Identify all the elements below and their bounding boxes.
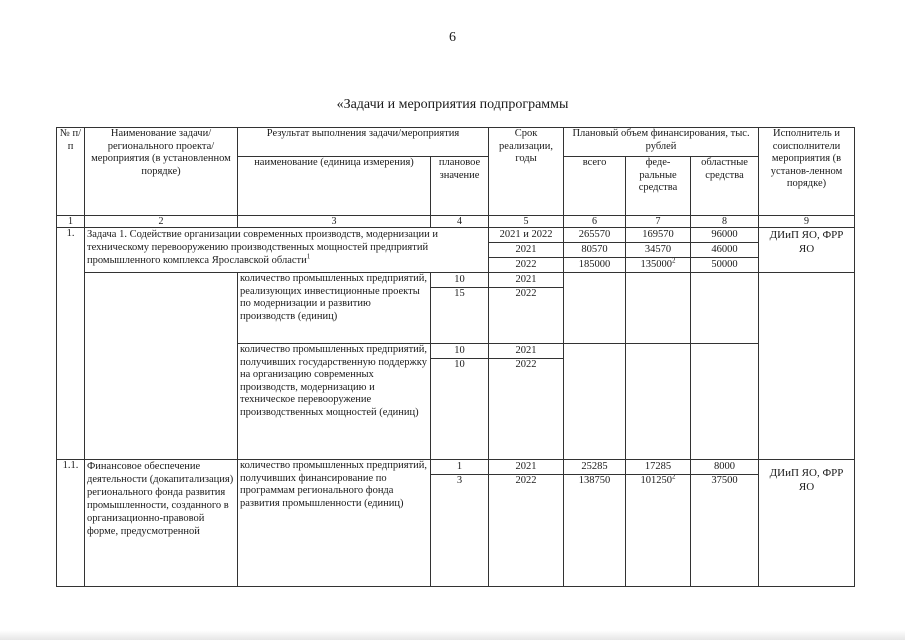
finance-regional: 96000 bbox=[691, 228, 759, 243]
result-year: 2021 bbox=[489, 273, 564, 288]
empty-regional bbox=[691, 344, 759, 460]
activity11-executor: ДИиП ЯО, ФРР ЯО bbox=[759, 460, 855, 587]
result-name: количество промышленных предприятий, реализующих инвестиционные проекты по модернизации и развитию производств (единиц) bbox=[238, 273, 431, 344]
finance-total: 265570 bbox=[564, 228, 626, 243]
footnote-mark: 1 bbox=[306, 252, 311, 261]
empty-total bbox=[564, 344, 626, 460]
column-number: 5 bbox=[489, 216, 564, 228]
result-value: 3 bbox=[431, 475, 489, 587]
header-executor: Исполнитель и соисполнители мероприятия (в установ-ленном порядке) bbox=[759, 128, 855, 216]
task1-name-text: Задача 1. Содействие организации современных производств, модернизации и техническому перевооружению производственных мощностей предприятий промышленного комплекса Ярославской области bbox=[87, 229, 439, 266]
result-name: количество промышленных предприятий, получивших государственную поддержку на организацию современных производств, модернизацию и техническое перевооружение производственных мощностей (единиц) bbox=[238, 344, 431, 460]
activity11-number: 1.1. bbox=[57, 460, 85, 587]
column-number: 8 bbox=[691, 216, 759, 228]
header-number: № п/п bbox=[57, 128, 85, 216]
header-row-1 bbox=[57, 128, 855, 157]
finance-federal bbox=[626, 258, 691, 273]
result-year: 2021 bbox=[489, 460, 564, 475]
task1-executor: ДИиП ЯО, ФРР ЯО bbox=[759, 228, 855, 273]
header-term: Срок реализации, годы bbox=[489, 128, 564, 216]
result-value: 10 bbox=[431, 273, 489, 288]
scan-edge bbox=[0, 630, 905, 640]
header-federal: феде-ральные средства bbox=[626, 157, 691, 216]
column-number: 2 bbox=[85, 216, 238, 228]
tasks-table bbox=[56, 127, 855, 587]
finance-federal-value: 135000 bbox=[640, 259, 673, 270]
footnote-mark: 2 bbox=[672, 474, 676, 481]
result-value: 1 bbox=[431, 460, 489, 475]
empty-executor bbox=[759, 273, 855, 460]
finance-regional: 46000 bbox=[691, 243, 759, 258]
empty-federal bbox=[626, 273, 691, 344]
result-value: 10 bbox=[431, 344, 489, 359]
empty-total bbox=[564, 273, 626, 344]
header-result-plan: плановое значение bbox=[431, 157, 489, 216]
page-number: 6 bbox=[449, 30, 456, 45]
result-year: 2022 bbox=[489, 475, 564, 587]
header-task-name: Наименование задачи/ регионального проекта/ мероприятия (в установленном порядке) bbox=[85, 128, 238, 216]
task1-result-1-row-1 bbox=[57, 273, 855, 288]
column-number: 3 bbox=[238, 216, 431, 228]
empty-federal bbox=[626, 344, 691, 460]
empty-regional bbox=[691, 273, 759, 344]
activity11-result-name: количество промышленных предприятий, получивших финансирование по программам регионального фонда развития промышленности (единиц) bbox=[238, 460, 431, 587]
finance-federal: 34570 bbox=[626, 243, 691, 258]
task1-finance-row-1 bbox=[57, 228, 855, 243]
header-result-name: наименование (единица измерения) bbox=[238, 157, 431, 216]
header-total: всего bbox=[564, 157, 626, 216]
column-number-row bbox=[57, 216, 855, 228]
result-year: 2022 bbox=[489, 288, 564, 344]
finance-federal: 169570 bbox=[626, 228, 691, 243]
column-number: 1 bbox=[57, 216, 85, 228]
finance-federal-value: 101250 bbox=[640, 475, 673, 486]
document-title: «Задачи и мероприятия подпрограммы bbox=[336, 97, 569, 112]
column-number: 4 bbox=[431, 216, 489, 228]
finance-total: 138750 bbox=[564, 475, 626, 587]
task1-number: 1. bbox=[57, 228, 85, 460]
finance-total: 80570 bbox=[564, 243, 626, 258]
result-year: 2021 bbox=[489, 344, 564, 359]
finance-regional: 50000 bbox=[691, 258, 759, 273]
result-year: 2022 bbox=[489, 359, 564, 460]
task1-name bbox=[85, 228, 489, 273]
header-finance: Плановый объем финансирования, тыс. рублей bbox=[564, 128, 759, 157]
column-number: 9 bbox=[759, 216, 855, 228]
result-value: 15 bbox=[431, 288, 489, 344]
finance-year: 2021 и 2022 bbox=[489, 228, 564, 243]
header-regional: областные средства bbox=[691, 157, 759, 216]
finance-regional: 37500 bbox=[691, 475, 759, 587]
finance-year: 2021 bbox=[489, 243, 564, 258]
finance-regional: 8000 bbox=[691, 460, 759, 475]
column-number: 7 bbox=[626, 216, 691, 228]
finance-year: 2022 bbox=[489, 258, 564, 273]
result-value: 10 bbox=[431, 359, 489, 460]
finance-federal bbox=[626, 475, 691, 587]
activity11-name: Финансовое обеспечение деятельности (докапитализация) регионального фонда развития промышленности, созданного в организационно-правовой форме, предусмотренной bbox=[85, 460, 238, 587]
column-number: 6 bbox=[564, 216, 626, 228]
footnote-mark: 2 bbox=[672, 257, 676, 265]
task1-empty-name bbox=[85, 273, 238, 460]
header-result: Результат выполнения задачи/мероприятия bbox=[238, 128, 489, 157]
finance-federal: 17285 bbox=[626, 460, 691, 475]
activity11-row-1 bbox=[57, 460, 855, 475]
finance-total: 185000 bbox=[564, 258, 626, 273]
finance-total: 25285 bbox=[564, 460, 626, 475]
